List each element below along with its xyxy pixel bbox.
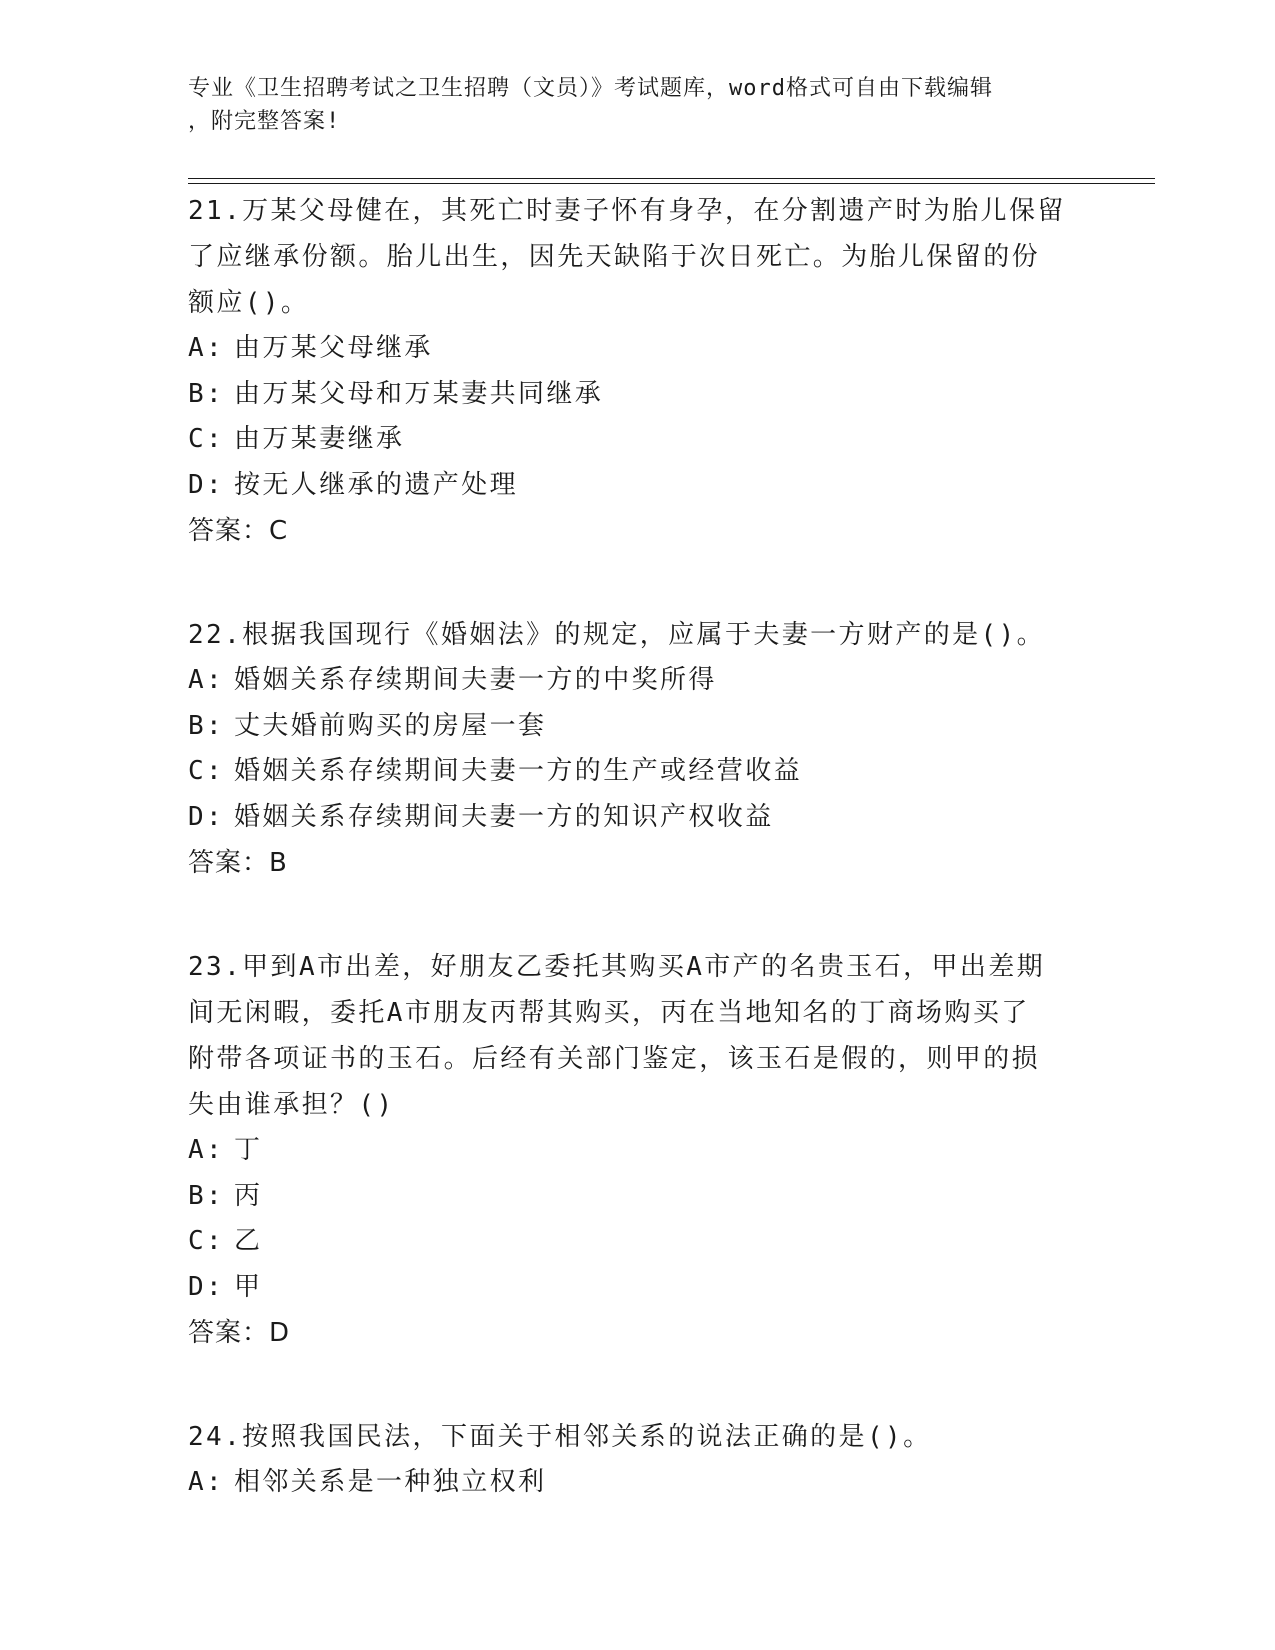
option-letter: C: xyxy=(188,1226,225,1256)
option-text: 由万某父母和万某妻共同继承 xyxy=(234,378,604,409)
option-letter: B: xyxy=(188,1180,225,1211)
option-text: 按无人继承的遗产处理 xyxy=(234,469,519,500)
option-b xyxy=(188,1174,1088,1220)
answer-line: 答案：B xyxy=(188,848,288,878)
answer-line: 答案：D xyxy=(188,1318,291,1348)
option-c xyxy=(188,1219,1088,1265)
option-text: 丙 xyxy=(234,1180,263,1211)
question-text-line: 失由谁承担？() xyxy=(188,1090,395,1120)
question-text-line: 23.甲到A市出差，好朋友乙委托其购买A市产的名贵玉石，甲出差期 xyxy=(188,952,1046,982)
option-text: 由万某父母继承 xyxy=(234,333,433,363)
question-text-line: 间无闲暇，委托A市朋友丙帮其购买，丙在当地知名的丁商场购买了 xyxy=(188,998,1030,1028)
option-letter: D: xyxy=(188,469,225,500)
option-letter: A: xyxy=(188,665,225,695)
question-text-line: 21.万某父母健在，其死亡时妻子怀有身孕，在分割遗产时为胎儿保留 xyxy=(188,196,1066,226)
option-letter: A: xyxy=(188,333,225,363)
header-line-1: 专业《卫生招聘考试之卫生招聘（文员）》考试题库，word格式可自由下载编辑 xyxy=(188,76,993,101)
question-text-line: 24.按照我国民法，下面关于相邻关系的说法正确的是()。 xyxy=(188,1422,932,1452)
option-text: 婚姻关系存续期间夫妻一方的知识产权收益 xyxy=(234,801,774,832)
document-header xyxy=(188,72,1088,138)
question-list xyxy=(188,188,1088,1506)
question-text-line: 附带各项证书的玉石。后经有关部门鉴定，该玉石是假的，则甲的损 xyxy=(188,1044,1041,1074)
option-b xyxy=(188,372,1088,418)
option-letter: B: xyxy=(188,710,225,741)
option-letter: D: xyxy=(188,801,225,832)
question-text-line: 额应()。 xyxy=(188,288,310,318)
header-divider-top xyxy=(188,178,1155,179)
option-a xyxy=(188,1128,1088,1174)
option-text: 丁 xyxy=(234,1135,263,1165)
option-text: 丈夫婚前购买的房屋一套 xyxy=(234,710,547,741)
question-22 xyxy=(188,612,1088,886)
option-b xyxy=(188,704,1088,750)
option-d xyxy=(188,795,1088,841)
option-text: 婚姻关系存续期间夫妻一方的中奖所得 xyxy=(234,665,717,695)
option-a xyxy=(188,658,1088,704)
question-text-line: 了应继承份额。胎儿出生，因先天缺陷于次日死亡。为胎儿保留的份 xyxy=(188,242,1041,272)
option-text: 甲 xyxy=(234,1271,263,1302)
option-letter: C: xyxy=(188,424,225,454)
header-divider-bottom xyxy=(188,183,1155,184)
option-c xyxy=(188,749,1088,795)
option-text: 乙 xyxy=(234,1226,263,1256)
answer-line: 答案：C xyxy=(188,516,289,546)
option-c xyxy=(188,417,1088,463)
option-a xyxy=(188,1460,1088,1506)
option-letter: D: xyxy=(188,1271,225,1302)
option-letter: A: xyxy=(188,1135,225,1165)
option-text: 由万某妻继承 xyxy=(234,424,405,454)
question-text-line: 22.根据我国现行《婚姻法》的规定，应属于夫妻一方财产的是()。 xyxy=(188,620,1046,650)
question-24 xyxy=(188,1414,1088,1506)
option-letter: C: xyxy=(188,756,225,786)
option-letter: B: xyxy=(188,378,225,409)
option-text: 相邻关系是一种独立权利 xyxy=(234,1467,547,1497)
option-letter: A: xyxy=(188,1467,225,1497)
option-d xyxy=(188,463,1088,509)
option-text: 婚姻关系存续期间夫妻一方的生产或经营收益 xyxy=(234,756,803,786)
option-a xyxy=(188,326,1088,372)
header-line-2: ，附完整答案! xyxy=(188,109,341,134)
option-d xyxy=(188,1265,1088,1311)
question-21 xyxy=(188,188,1088,554)
question-23 xyxy=(188,944,1088,1356)
